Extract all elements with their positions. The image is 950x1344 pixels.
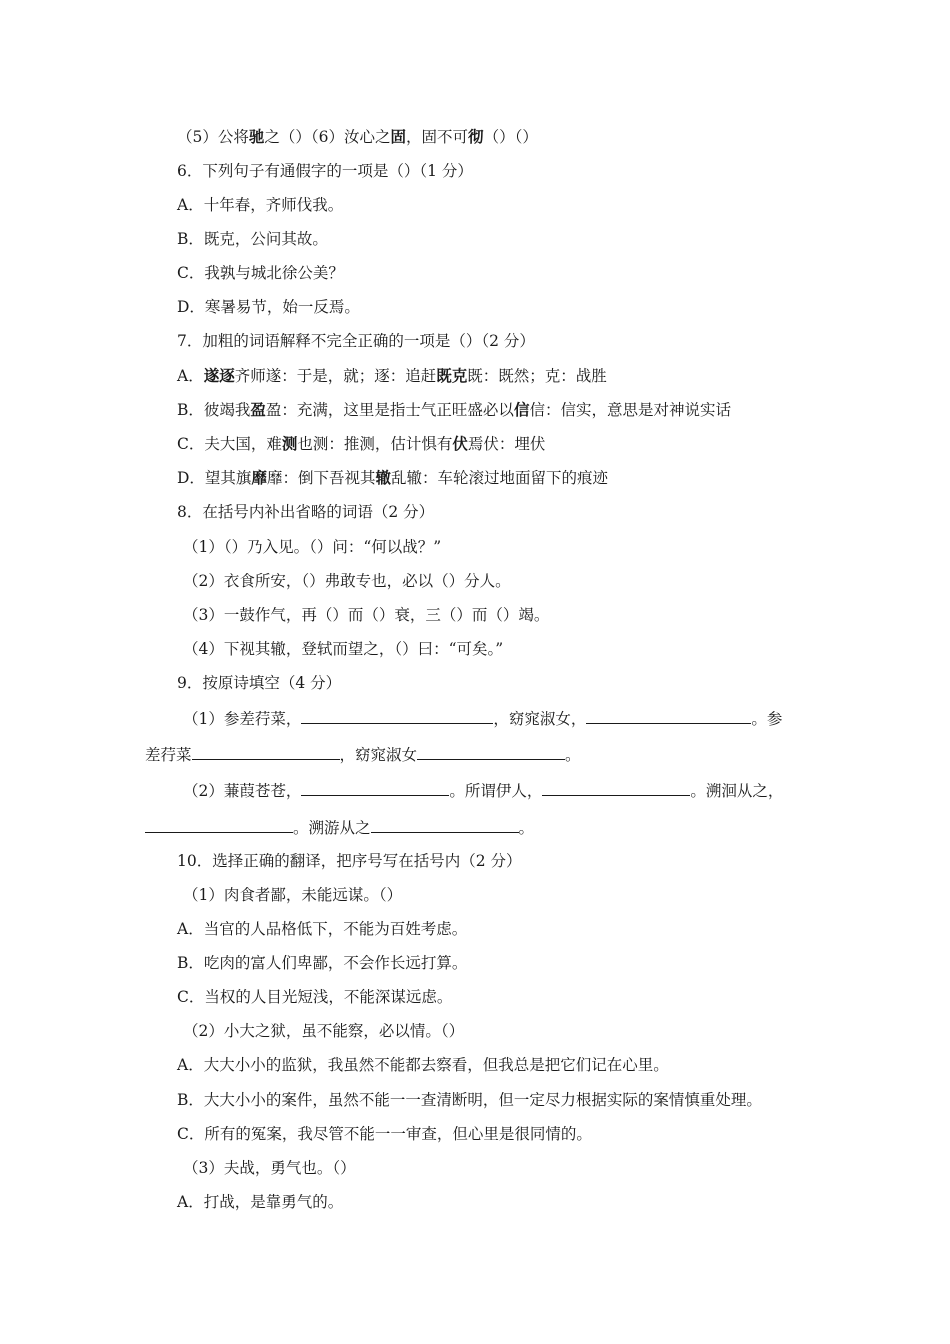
question-9-stem: 9．按原诗填空（4 分） xyxy=(177,674,342,692)
bold-word: 盈 xyxy=(250,401,266,419)
fill-in-blank[interactable] xyxy=(371,817,519,833)
text-run: 。 xyxy=(565,746,581,764)
text-run: 盈：充满，这里是指士气正旺盛必以 xyxy=(265,401,514,419)
text-run: ，窈窕淑女 xyxy=(339,746,418,764)
text-run: （1）参差荇菜， xyxy=(183,710,302,728)
bold-word: 既克 xyxy=(436,367,468,385)
question-8-item-4: （4）下视其辙，登轼而望之，（）曰：“可矣。” xyxy=(183,640,504,658)
fill-in-blank[interactable] xyxy=(301,780,449,796)
bold-word: 驰 xyxy=(248,128,265,146)
question-10-item-2: （2）小大之狱，虽不能察，必以情。（） xyxy=(183,1022,465,1040)
question-5-sub-5-6 xyxy=(177,127,538,147)
bold-word: 遂逐 xyxy=(203,367,235,385)
text-run: 靡：倒下吾视其 xyxy=(266,469,376,487)
text-run: 焉伏：埋伏 xyxy=(467,435,546,453)
question-6-option-a: A．十年春，齐师伐我。 xyxy=(177,196,344,214)
text-run: 。 xyxy=(518,819,535,837)
fill-in-blank[interactable] xyxy=(542,780,690,796)
text-run: 也测：推测，估计惧有 xyxy=(297,435,453,453)
bold-word: 信 xyxy=(513,401,530,419)
text-run: C．夫大国，难 xyxy=(177,435,282,453)
question-6-option-d: D．寒暑易节，始一反焉。 xyxy=(177,298,360,316)
question-9-item-1-line-1 xyxy=(183,708,782,729)
question-9-item-1-line-2 xyxy=(145,744,581,765)
bold-word: 彻 xyxy=(468,128,484,146)
question-6-option-c: C．我孰与城北徐公美？ xyxy=(177,264,344,282)
question-8-item-1: （1）（）乃入见。（）问：“何以战？” xyxy=(183,538,442,556)
fill-in-blank[interactable] xyxy=(192,744,340,760)
text-run: B．彼竭我 xyxy=(177,401,251,419)
question-7-stem: 7．加粗的词语解释不完全正确的一项是（）（2 分） xyxy=(177,332,535,350)
question-7-option-a xyxy=(177,366,607,386)
question-10-item-2-option-b: B．大大小小的案件，虽然不能一一查清断明，但一定尽力根据实际的案情慎重处理。 xyxy=(177,1091,762,1109)
text-run: 。所谓伊人， xyxy=(449,782,543,800)
text-run: ，固不可 xyxy=(406,128,469,146)
question-10-item-2-option-c: C．所有的冤案，我尽管不能一一审查，但心里是很同情的。 xyxy=(177,1125,592,1143)
text-run: 既：既然；克：战胜 xyxy=(467,367,607,385)
text-run: （5）公将 xyxy=(177,128,249,146)
question-10-item-1-option-a: A．当官的人品格低下，不能为百姓考虑。 xyxy=(177,920,468,938)
question-10-item-1: （1）肉食者鄙，未能远谋。（） xyxy=(183,886,403,904)
question-8-item-3: （3）一鼓作气，再（）而（）衰，三（）而（）竭。 xyxy=(183,606,550,624)
question-10-item-3-option-a: A．打战，是靠勇气的。 xyxy=(177,1193,344,1211)
text-run: （2）蒹葭苍苍， xyxy=(183,782,302,800)
question-8-item-2: （2）衣食所安，（）弗敢专也，必以（）分人。 xyxy=(183,572,511,590)
bold-word: 固 xyxy=(390,128,407,146)
fill-in-blank[interactable] xyxy=(145,817,293,833)
text-run: 。溯洄从之， xyxy=(690,782,784,800)
question-6-stem: 6．下列句子有通假字的一项是（）（1 分） xyxy=(177,162,473,180)
text-run: 乱辙：车轮滚过地面留下的痕迹 xyxy=(390,469,608,487)
question-8-stem: 8．在括号内补出省略的词语（2 分） xyxy=(177,503,435,521)
text-run: 。参 xyxy=(751,710,783,728)
question-7-option-b xyxy=(177,400,731,420)
bold-word: 辙 xyxy=(375,469,391,487)
bold-word: 伏 xyxy=(452,435,468,453)
text-run: D．望其旗 xyxy=(177,469,252,487)
text-run: 信：信实，意思是对神说实话 xyxy=(529,401,731,419)
question-7-option-c xyxy=(177,434,545,454)
question-9-item-2-line-1 xyxy=(183,780,783,801)
text-run: 差荇菜 xyxy=(145,746,192,764)
question-7-option-d xyxy=(177,468,608,488)
fill-in-blank[interactable] xyxy=(586,708,751,724)
question-10-stem: 10．选择正确的翻译，把序号写在括号内（2 分） xyxy=(177,852,522,870)
text-run: 齐师遂：于是，就；逐：追赶 xyxy=(234,367,437,385)
bold-word: 测 xyxy=(281,435,298,453)
text-run: （）（） xyxy=(483,128,538,146)
question-10-item-1-option-c: C．当权的人目光短浅，不能深谋远虑。 xyxy=(177,988,453,1006)
question-9-item-2-line-2 xyxy=(145,817,534,838)
question-10-item-1-option-b: B．吃肉的富人们卑鄙，不会作长远打算。 xyxy=(177,954,468,972)
text-run: 。溯游从之 xyxy=(293,819,371,837)
text-run: ，窈窕淑女， xyxy=(493,710,587,728)
text-run: 之（）（6）汝心之 xyxy=(264,128,391,146)
text-run: A． xyxy=(177,367,204,385)
question-6-option-b: B．既克，公问其故。 xyxy=(177,230,328,248)
question-10-item-3: （3）夫战，勇气也。（） xyxy=(183,1159,356,1177)
fill-in-blank[interactable] xyxy=(301,708,493,724)
bold-word: 靡 xyxy=(251,469,267,487)
fill-in-blank[interactable] xyxy=(417,744,565,760)
question-10-item-2-option-a: A．大大小小的监狱，我虽然不能都去察看，但我总是把它们记在心里。 xyxy=(177,1056,669,1074)
